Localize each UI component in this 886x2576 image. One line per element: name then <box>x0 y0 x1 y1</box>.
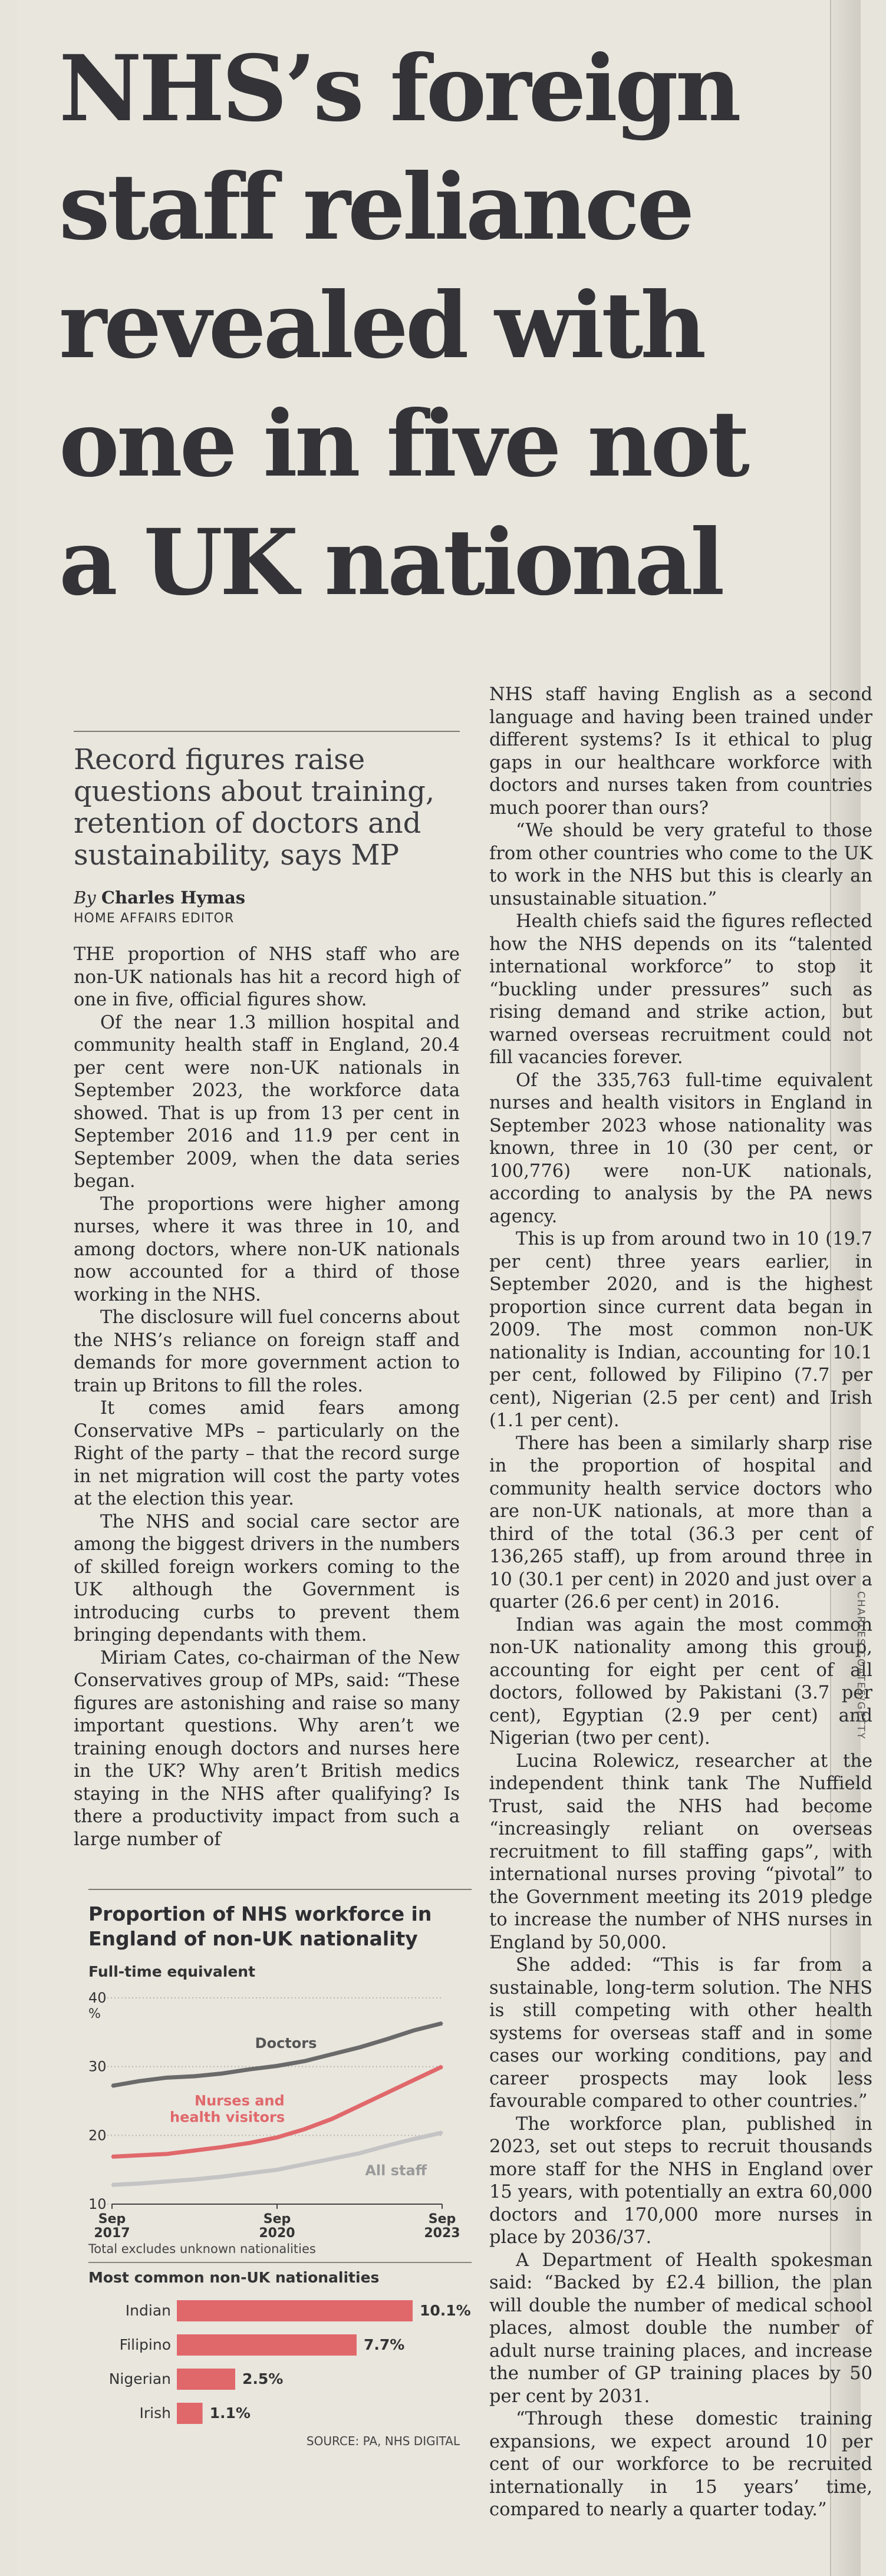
x-tick-label: 2023 <box>424 2226 460 2241</box>
data-point <box>166 2153 168 2155</box>
article-paragraph: “Through these domestic training expansions, we expect around 10 per cent of our workforce to be recruited internationally in 15 years’ time, compared to nearly a quarter today.” <box>489 2409 872 2520</box>
bar-category-label: Irish <box>139 2405 171 2422</box>
series-label: Doctors <box>255 2035 317 2052</box>
data-point <box>139 2080 140 2082</box>
newspaper-page <box>18 0 872 2576</box>
data-point <box>276 2169 278 2171</box>
data-point <box>111 2085 113 2087</box>
data-point <box>331 2053 333 2055</box>
headline-line: one in five not <box>59 391 747 497</box>
chart-note: Total excludes unknown nationalities <box>88 2242 316 2256</box>
data-point <box>221 2146 223 2148</box>
article-paragraph: It comes amid fears among Conservative MPs – particularly on the Right of the party – that the record surge in net migration will cost the party votes at the election this year. <box>74 1398 460 1509</box>
y-tick-label: 20 <box>88 2127 107 2144</box>
data-point <box>111 2184 113 2186</box>
data-point <box>304 2163 305 2165</box>
chart-panel <box>88 1889 472 2572</box>
data-point <box>386 2039 388 2040</box>
article-paragraph: The proportions were higher among nurses, where it was three in 10, and among doctors, where non-UK nationals now accounted for a third of those working in the NHS. <box>74 1193 460 1305</box>
bar <box>177 2369 235 2390</box>
data-point <box>249 2172 251 2174</box>
bar-value-label: 2.5% <box>242 2370 284 2387</box>
article-paragraph: Health chiefs said the figures reflected how the NHS depends on its “talented international workforce” to stop it “buckling under pressures” such as rising demand and strike action, but warned overseas recruitment could not fill vacancies forever. <box>489 911 872 1068</box>
article-paragraph: Of the 335,763 full-time equivalent nurses and health visitors in England in September 2023 whose nationality was known, three in 10 (30 per cent, or 100,776) were non-UK nationals, according to analysis by the PA news agency. <box>489 1070 872 1227</box>
bar-chart <box>88 2286 471 2457</box>
left-column <box>74 731 460 1851</box>
data-point <box>359 2152 361 2154</box>
bar <box>177 2300 413 2321</box>
series-label: All staff <box>365 2162 427 2179</box>
chart-divider <box>88 2262 472 2263</box>
data-point <box>139 2183 140 2185</box>
article-paragraph: This is up from around two in 10 (19.7 per cent) three years earlier, in September 2020, and is the highest proportion since current data began in 2009. The most common non-UK nationality is Indian, accounting for 10.1 per cent, followed by Filipino (7.7 per cent), Nigerian (2.5 per cent) and Irish (1.1 per cent). <box>489 1229 872 1431</box>
x-tick-label: 2020 <box>259 2226 295 2241</box>
data-point <box>166 2181 168 2182</box>
data-point <box>414 2079 416 2080</box>
y-unit-label: % <box>88 2007 101 2021</box>
bar <box>177 2334 357 2356</box>
article-paragraph: There has been a similarly sharp rise in the proportion of hospital and community health service doctors who are non-UK nationals, at more than a third of the total (36.3 per cent of 136,265 staff), up from around three in 10 (30.1 per cent) in 2020 and just over a quarter (26.6 per cent) in 2016. <box>489 1433 872 1612</box>
series-label: Nurses and <box>195 2092 285 2109</box>
article-paragraph: Lucina Rolewicz, researcher at the independent think tank The Nuffield Trust, said the NHS had become “increasingly reliant on overseas recruitment to fill staffing gaps”, with international nurses proving “pivotal” to the Government meeting its 2019 pledge to increase the number of NHS nurses in England by 50,000. <box>489 1750 872 1953</box>
data-point <box>249 2142 251 2144</box>
headline-line: NHS’s foreign <box>59 35 739 142</box>
data-point <box>194 2076 196 2077</box>
headline-line: a UK national <box>59 509 722 616</box>
headline-line: staff reliance <box>59 154 692 260</box>
article-paragraph: “We should be very grateful to those from other countries who come to the UK to work in the NHS but this is clearly an unsustainable situation.” <box>489 820 872 909</box>
bar-category-label: Indian <box>125 2302 171 2319</box>
bar-value-label: 7.7% <box>363 2336 405 2353</box>
chart-top-rule <box>88 1889 472 1890</box>
data-point <box>249 2069 251 2070</box>
data-point <box>221 2073 223 2074</box>
article-paragraph: Miriam Cates, co-chairman of the New Conservatives group of MPs, said: “These figures are astonishing and raise so many important questions. Why aren’t we training enough doctors and nurses here in the UK? Why aren’t British medics staying in the NHS after qualifying? Is there a productivity impact from such a large number of <box>74 1647 460 1850</box>
data-point <box>194 2150 196 2152</box>
photo-credit: CHARLES COATES/GETTY <box>855 1591 867 1740</box>
byline-by: By <box>74 888 96 908</box>
bar-category-label: Filipino <box>119 2336 171 2353</box>
x-tick-label: Sep <box>263 2212 291 2227</box>
article-paragraph: The disclosure will fuel concerns about the NHS’s reliance on foreign staff and demands for more government action to train up Britons to fill the roles. <box>74 1307 460 1396</box>
article-paragraph: NHS staff having English as a second language and having been trained under different systems? Is it ethical to plug gaps in our healthcare workforce with doctors and nurses taken from countries much poorer than ours? <box>489 684 872 819</box>
data-point <box>166 2077 168 2079</box>
data-point <box>442 2132 443 2133</box>
data-point <box>359 2105 361 2107</box>
byline <box>74 888 460 908</box>
series-label: health visitors <box>170 2109 285 2126</box>
article-paragraph: A Department of Health spokesman said: “Backed by £2.4 billion, the plan will double the number of medical school places, almost double the number of adult nurse training places, and increase the number of GP training places by 50 per cent by 2031. <box>489 2250 872 2407</box>
bar <box>177 2403 203 2424</box>
data-point <box>194 2179 196 2181</box>
bar-value-label: 10.1% <box>420 2302 471 2319</box>
bar-category-label: Nigerian <box>108 2370 171 2387</box>
data-point <box>331 2118 333 2120</box>
article-paragraph: Of the near 1.3 million hospital and community health staff in England, 20.4 per cent were non-UK nationals in September 2023, the workforce data showed. That is up from 13 per cent in September 2016 and 11.9 per cent in September 2009, when the data series began. <box>74 1012 460 1192</box>
bar-value-label: 1.1% <box>209 2405 251 2422</box>
y-tick-label: 30 <box>88 2058 107 2075</box>
x-tick-label: 2017 <box>94 2226 130 2241</box>
data-point <box>442 2023 443 2024</box>
data-point <box>386 2092 388 2094</box>
article-paragraph: She added: “This is far from a sustainable, long-term solution. The NHS is still competing with other health systems for overseas staff and in some cases our working conditions, pay and career prospects may look less favourable compared to other countries.” <box>489 1955 872 2112</box>
x-tick-label: Sep <box>98 2212 126 2227</box>
headline-line: revealed with <box>59 272 704 379</box>
line-chart <box>88 1980 466 2239</box>
byline-role: HOME AFFAIRS EDITOR <box>74 911 235 926</box>
y-tick-label: 40 <box>88 1990 107 2006</box>
bar-chart-title: Most common non-UK nationalities <box>88 2269 380 2286</box>
standfirst: Record figures raise questions about training, retention of doctors and sustainability, says MP <box>74 743 435 872</box>
data-point <box>139 2155 140 2156</box>
data-point <box>386 2145 388 2146</box>
data-point <box>221 2176 223 2178</box>
byline-name: Charles Hymas <box>101 888 246 908</box>
right-body <box>489 684 872 2522</box>
data-point <box>276 2065 278 2067</box>
data-point <box>442 2066 443 2067</box>
data-point <box>331 2158 333 2160</box>
series-line <box>112 2023 442 2086</box>
article-paragraph: The NHS and social care sector are among the biggest drivers in the numbers of skilled foreign workers coming to the UK although the Government is introducing curbs to prevent them bringing dependants with them. <box>74 1511 460 1645</box>
left-body <box>74 944 460 1851</box>
headline <box>59 29 843 622</box>
article-paragraph: THE proportion of NHS staff who are non-UK nationals has hit a record high of one in five, official figures show. <box>74 944 460 1010</box>
data-point <box>304 2128 305 2130</box>
article-paragraph: Indian was again the most common non-UK nationality among this group, accounting for eight per cent of all doctors, followed by Pakistani (3.7 per cent), Egyptian (2.9 per cent) and Nigerian (two per cent). <box>489 1614 872 1749</box>
article-paragraph: The workforce plan, published in 2023, set out steps to recruit thousands more staff for the NHS in England over 15 years, with potentially an extra 60,000 doctors and 170,000 more nurses in place by 2036/37. <box>489 2113 872 2248</box>
data-point <box>414 2138 416 2140</box>
y-tick-label: 10 <box>88 2196 107 2212</box>
data-point <box>276 2136 278 2138</box>
right-column <box>489 684 872 2522</box>
chart-title: Proportion of NHS workforce in England of non-UK nationality <box>88 1902 432 1950</box>
standfirst-rule <box>74 731 460 732</box>
x-tick-label: Sep <box>428 2212 456 2227</box>
data-point <box>304 2060 305 2062</box>
data-point <box>414 2029 416 2031</box>
line-chart-subtitle: Full-time equivalent <box>88 1963 256 1980</box>
data-point <box>359 2047 361 2049</box>
chart-source: SOURCE: PA, NHS DIGITAL <box>306 2434 460 2448</box>
data-point <box>111 2156 113 2158</box>
